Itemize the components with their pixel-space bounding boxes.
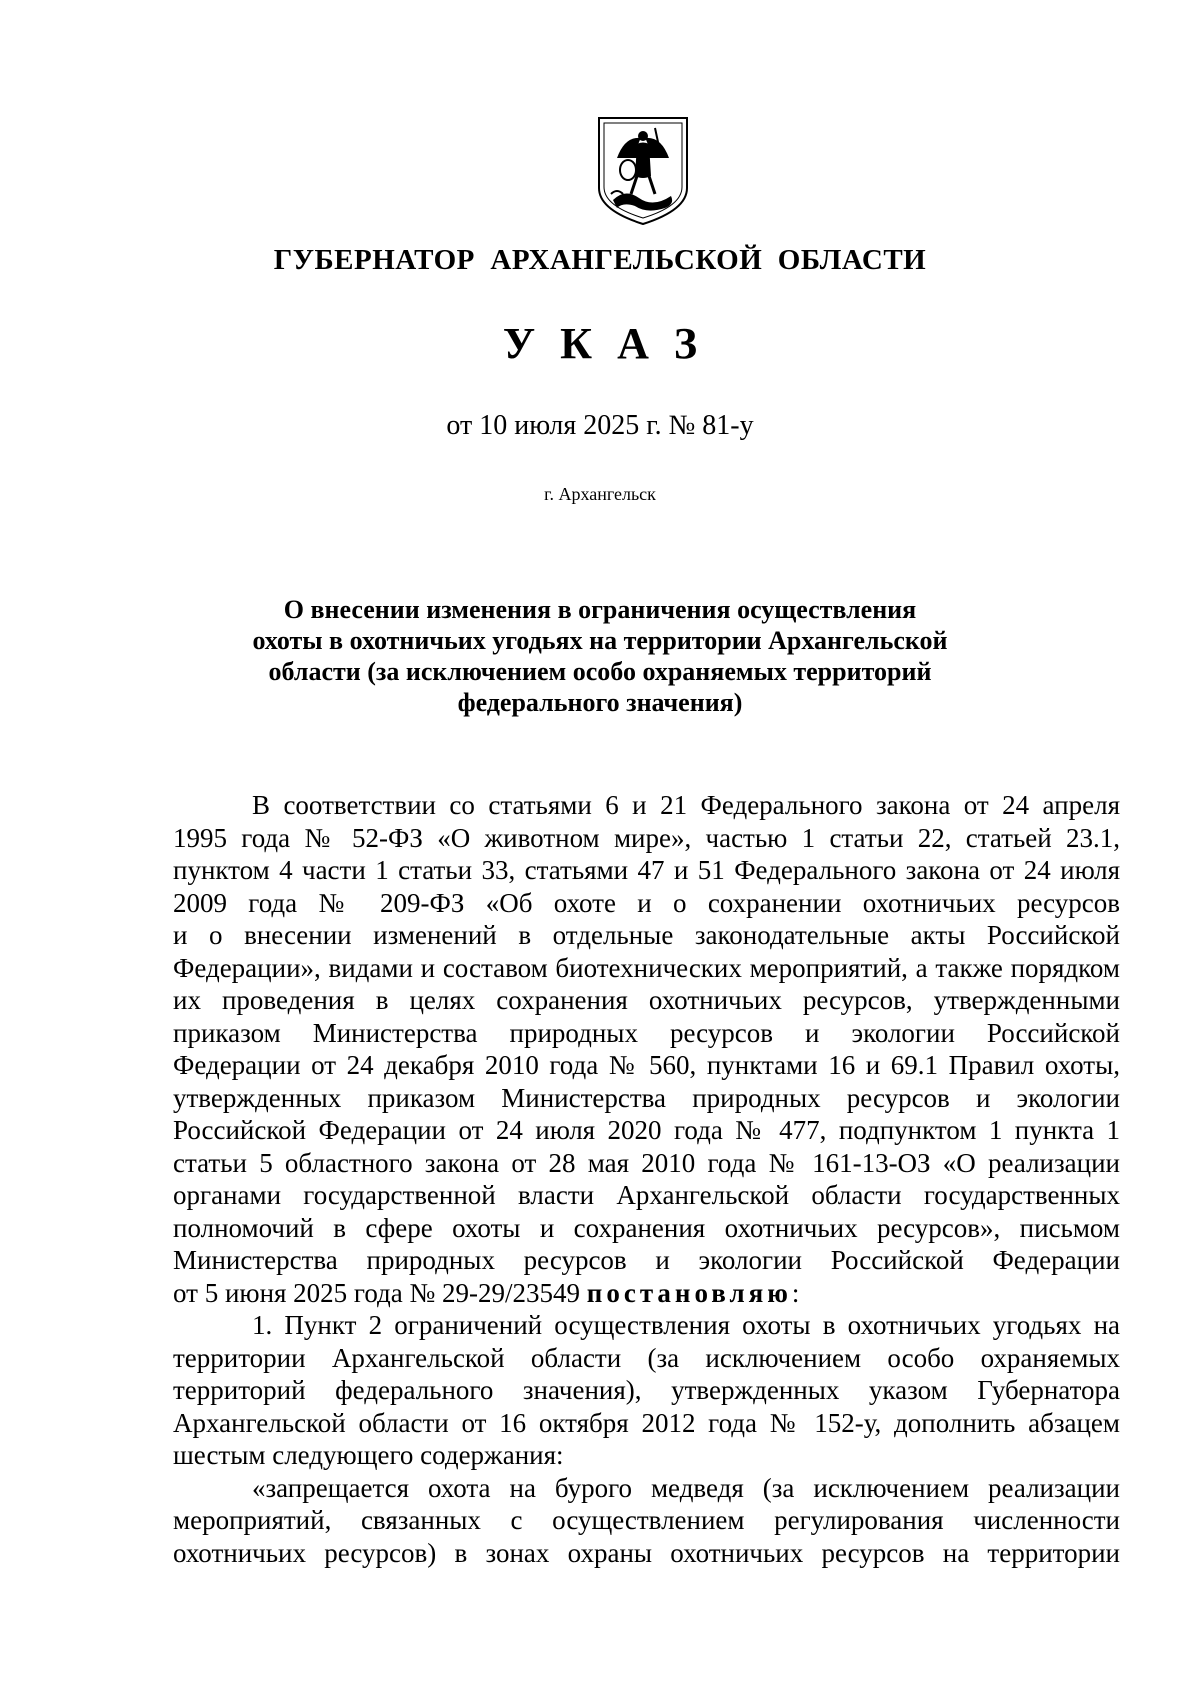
body-line: полномочий в сфере охоты и сохранения охотничьих ресурсов», письмом	[173, 1212, 1120, 1243]
body-line: приказом Министерства природных ресурсов и экологии Российской	[173, 1017, 1120, 1048]
body-line: органами государственной власти Архангельской области государственных	[173, 1180, 1120, 1210]
body-line: «запрещается охота на бурого медведя (за исключением реализации	[252, 1472, 1120, 1503]
body-line: их проведения в целях сохранения охотничьих ресурсов, утвержденными	[173, 985, 1120, 1015]
title-line: О внесении изменения в ограничения осуществления	[283, 595, 917, 624]
body-line: Федерации от 24 декабря 2010 года № 560, пунктами 16 и 69.1 Правил охоты,	[173, 1050, 1120, 1080]
body-line: Российской Федерации от 24 июля 2020 года № 477, подпунктом 1 пункта 1	[173, 1115, 1120, 1145]
resolution-colon: :	[791, 1277, 800, 1308]
body-line: пунктом 4 части 1 статьи 33, статьями 47 и 51 Федерального закона от 24 июля	[173, 855, 1120, 885]
body-line: территорий федерального значения), утвержденных указом Губернатора	[173, 1375, 1120, 1405]
title-line: охоты в охотничьих угодьях на территории Архангельской	[252, 626, 948, 655]
body-line: мероприятий, связанных с осуществлением регулирования численности	[173, 1505, 1120, 1535]
body-line: шестым следующего содержания:	[173, 1440, 564, 1470]
coat-of-arms-icon	[595, 114, 691, 228]
body-line: территории Архангельской области (за исключением особо охраняемых	[173, 1342, 1120, 1373]
body-line: статьи 5 областного закона от 28 мая 2010 года № 161-13-ОЗ «О реализации	[173, 1147, 1120, 1178]
title-line: области (за исключением особо охраняемых территорий	[268, 657, 932, 686]
body-line: 1. Пункт 2 ограничений осуществления охоты в охотничьих угодьях на	[252, 1310, 1120, 1340]
resolution-keyword: постановляю	[586, 1277, 792, 1308]
resolution-text: от 5 июня 2025 года № 29-29/23549	[173, 1277, 587, 1308]
document-type: У К А З	[502, 319, 698, 368]
document-body	[173, 789, 1120, 1569]
title-line: федерального значения)	[457, 688, 743, 717]
body-line: утвержденных приказом Министерства природных ресурсов и экологии	[173, 1082, 1120, 1113]
body-line: Архангельской области от 16 октября 2012 года № 152-у, дополнить абзацем	[173, 1407, 1120, 1438]
document-title	[180, 594, 1020, 718]
body-line: и о внесении изменений в отдельные законодательные акты Российской	[173, 920, 1120, 950]
body-line: Федерации», видами и составом биотехнических мероприятий, а также порядком	[173, 952, 1120, 983]
body-line: охотничьих ресурсов) в зонах охраны охотничьих ресурсов на территории	[173, 1537, 1120, 1568]
body-line: Министерства природных ресурсов и экологии Российской Федерации	[173, 1245, 1120, 1275]
body-line: 1995 года № 52-ФЗ «О животном мире», частью 1 статьи 22, статьей 23.1,	[173, 822, 1120, 853]
document-city: г. Архангельск	[544, 484, 656, 504]
body-line: В соответствии со статьями 6 и 21 Федерального закона от 24 апреля	[252, 790, 1120, 820]
document-date-number: от 10 июля 2025 г. № 81-у	[446, 410, 754, 441]
body-line: 2009 года № 209-ФЗ «Об охоте и о сохранении охотничьих ресурсов	[173, 887, 1120, 918]
issuing-authority: ГУБЕРНАТОР АРХАНГЕЛЬСКОЙ ОБЛАСТИ	[273, 244, 927, 276]
resolution-line	[173, 1277, 1120, 1310]
